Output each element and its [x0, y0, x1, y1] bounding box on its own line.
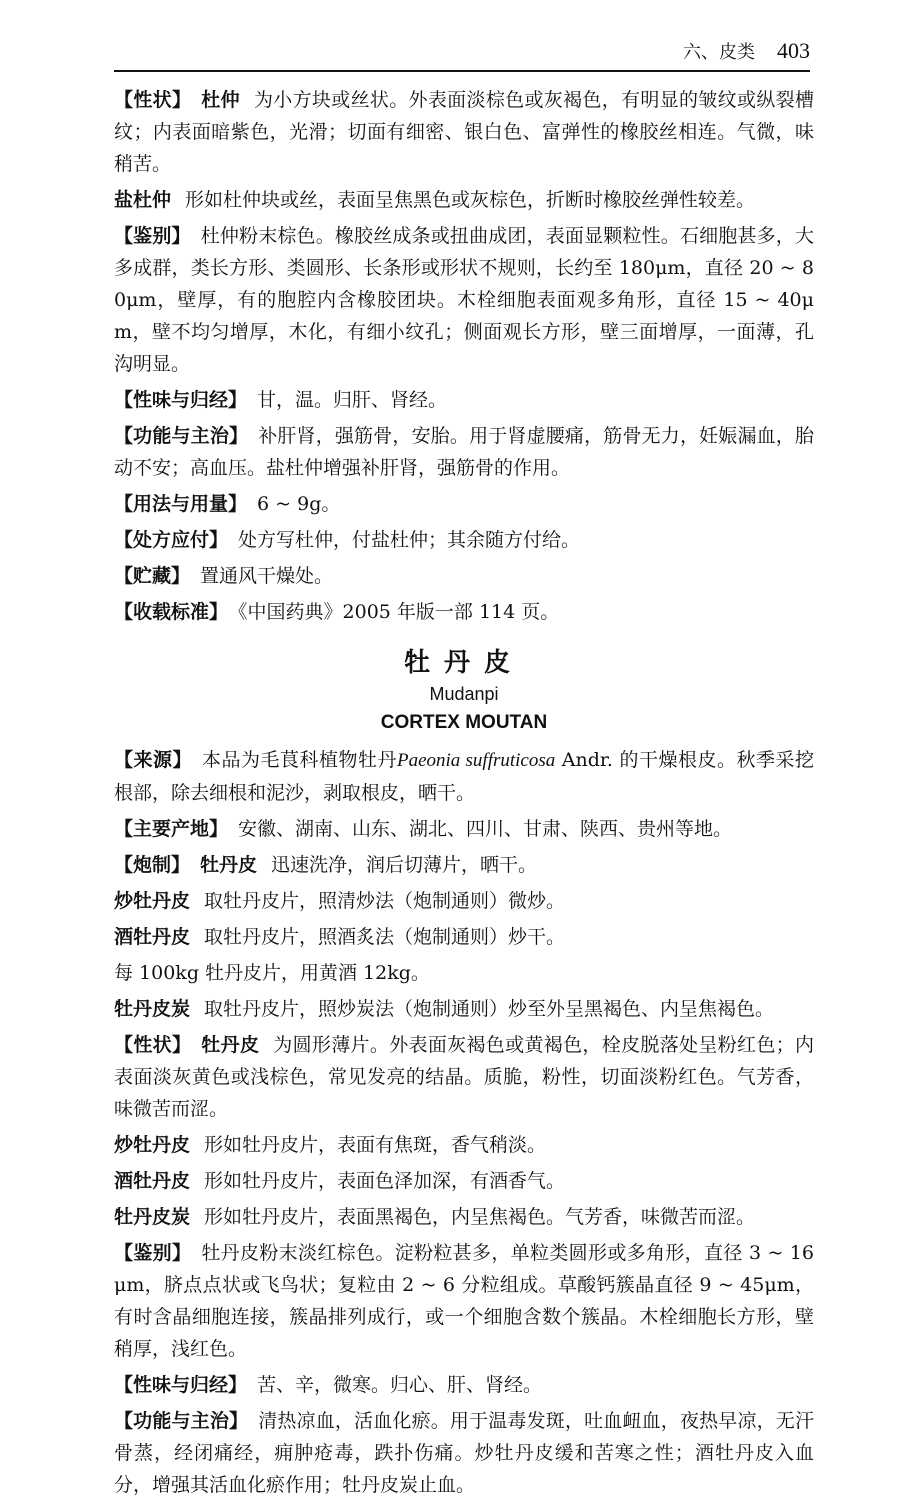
duzhong-zhucang [114, 560, 814, 592]
body-text: 形如牡丹皮片，表面有焦斑，香气稍淡。 [204, 1134, 547, 1156]
sub-label: 酒牡丹皮 [114, 926, 191, 948]
section-label: 【鉴别】 [114, 225, 191, 247]
duzhong-xingwei [114, 384, 814, 416]
section-label: 【贮藏】 [114, 565, 191, 587]
sub-label: 牡丹皮 [200, 854, 258, 876]
mudanpi-xingzhuang [114, 1029, 814, 1125]
body-text: 处方写杜仲，付盐杜仲；其余随方付给。 [238, 529, 581, 551]
body-text: 置通风干燥处。 [200, 565, 334, 587]
duzhong-jianbie [114, 220, 814, 380]
body-text: 为圆形薄片。外表面灰褐色或黄褐色，栓皮脱落处呈粉红色；内表面淡灰黄色或浅棕色，常见发亮的结晶。质脆，粉性，切面淡粉红色。气芳香，味微苦而涩。 [114, 1034, 814, 1120]
body-text: 牡丹皮粉末淡红棕色。淀粉粒甚多，单粒类圆形或多角形，直径 3 ~ 16μm，脐点点状或飞鸟状；复粒由 2 ~ 6 分粒组成。草酸钙簇晶直径 9 ~ 45μm，有时含晶细胞连接，簇晶排列成行，或一个细胞含数个簇晶。木栓细胞长方形，壁稍厚，浅红色。 [114, 1242, 814, 1360]
section-label: 【处方应付】 [114, 529, 229, 551]
page-content [114, 84, 814, 1505]
header-section: 六、皮类 [683, 42, 755, 63]
body-text: 迅速洗净，润后切薄片，晒干。 [271, 854, 538, 876]
body-text: 为小方块或丝状。外表面淡棕色或灰褐色，有明显的皱纹或纵裂槽纹；内表面暗紫色，光滑；切面有细密、银白色、富弹性的橡胶丝相连。气微，味稍苦。 [114, 89, 814, 175]
duzhong-shouzai [114, 596, 814, 628]
body-text: 本品为毛茛科植物牡丹 [202, 749, 397, 771]
mudanpi-laiyuan [114, 744, 814, 809]
mudanpi-jiu-note [114, 957, 814, 989]
page-number: 403 [777, 38, 810, 63]
body-text: 每 100kg 牡丹皮片，用黄酒 12kg。 [114, 962, 430, 984]
section-label: 【功能与主治】 [114, 425, 249, 447]
duzhong-gongneng [114, 420, 814, 484]
section-label: 【性味与归经】 [114, 389, 248, 411]
mudanpi-jiu-xz [114, 1165, 814, 1197]
title-latin: CORTEX MOUTAN [380, 712, 548, 733]
running-header [114, 38, 810, 72]
mudanpi-jiu [114, 921, 814, 953]
sub-label: 酒牡丹皮 [114, 1170, 191, 1192]
body-text: 安徽、湖南、山东、湖北、四川、甘肃、陕西、贵州等地。 [238, 818, 733, 840]
mudanpi-chao [114, 885, 814, 917]
sub-label: 盐杜仲 [114, 189, 172, 211]
mudanpi-tan [114, 993, 814, 1025]
sub-label: 牡丹皮 [201, 1034, 260, 1056]
body-text: 补肝肾，强筋骨，安胎。用于肾虚腰痛，筋骨无力，妊娠漏血，胎动不安；高血压。盐杜仲增强补肝肾，强筋骨的作用。 [114, 425, 814, 479]
mudanpi-gongneng [114, 1405, 814, 1501]
section-label: 【炮制】 [114, 854, 191, 876]
section-label: 【性状】 [114, 1034, 192, 1056]
mudanpi-tan-xz [114, 1201, 814, 1233]
title-chinese: 牡丹皮 [403, 648, 524, 678]
body-text: 苦、辛，微寒。归心、肝、肾经。 [257, 1374, 543, 1396]
body-text: 杜仲粉末棕色。橡胶丝成条或扭曲成团，表面显颗粒性。石细胞甚多，大多成群，类长方形、类圆形、长条形或形状不规则，长约至 180μm，直径 20 ~ 80μm，壁厚，有的胞腔内含橡胶团块。木栓细胞表面观多角形，直径 15 ~ 40μm，壁不均匀增厚，木化，有细小纹孔；侧面观长方形，壁三面增厚，一面薄，孔沟明显。 [114, 225, 814, 375]
body-text: 《中国药典》2005 年版一部 114 页。 [238, 601, 560, 623]
section-label: 【性味与归经】 [114, 1374, 248, 1396]
body-text: 清热凉血，活血化瘀。用于温毒发斑，吐血衄血，夜热早凉，无汗骨蒸，经闭痛经，痈肿疮毒，跌扑伤痛。炒牡丹皮缓和苦寒之性；酒牡丹皮入血分，增强其活血化瘀作用；牡丹皮炭止血。 [114, 1410, 814, 1496]
mudanpi-xingwei [114, 1369, 814, 1401]
mudanpi-jianbie [114, 1237, 814, 1365]
section-label: 【收载标准】 [114, 601, 229, 623]
duzhong-yan [114, 184, 814, 216]
title-pinyin: Mudanpi [429, 684, 499, 704]
body-text: 形如牡丹皮片，表面色泽加深，有酒香气。 [204, 1170, 566, 1192]
mudanpi-chandi [114, 813, 814, 845]
body-text: 形如杜仲块或丝，表面呈焦黑色或灰棕色，折断时橡胶丝弹性较差。 [185, 189, 756, 211]
section-label: 【功能与主治】 [114, 1410, 249, 1432]
section-label: 【主要产地】 [114, 818, 229, 840]
body-text: 形如牡丹皮片，表面黑褐色，内呈焦褐色。气芳香，味微苦而涩。 [204, 1206, 756, 1228]
sub-label: 杜仲 [201, 89, 240, 111]
duzhong-chufang [114, 524, 814, 556]
mudanpi-chao-xz [114, 1129, 814, 1161]
sub-label: 炒牡丹皮 [114, 1134, 191, 1156]
monograph-title [114, 646, 814, 738]
sub-label: 炒牡丹皮 [114, 890, 191, 912]
body-text: 甘，温。归肝、肾经。 [257, 389, 448, 411]
body-text: 取牡丹皮片，照酒炙法（炮制通则）炒干。 [204, 926, 566, 948]
section-label: 【用法与用量】 [114, 493, 248, 515]
sub-label: 牡丹皮炭 [114, 1206, 191, 1228]
latin-name: Paeonia suffruticosa [396, 750, 556, 771]
duzhong-yongfa [114, 488, 814, 520]
duzhong-xingzhuang [114, 84, 814, 180]
section-label: 【性状】 [114, 89, 192, 111]
mudanpi-paozhi [114, 849, 814, 881]
sub-label: 牡丹皮炭 [114, 998, 191, 1020]
body-text: 6 ~ 9g。 [257, 493, 341, 515]
body-text: 取牡丹皮片，照清炒法（炮制通则）微炒。 [204, 890, 566, 912]
section-label: 【鉴别】 [114, 1242, 192, 1264]
body-text: 取牡丹皮片，照炒炭法（炮制通则）炒至外呈黑褐色、内呈焦褐色。 [204, 998, 775, 1020]
body-text: Andr. 的干燥根皮。秋季采挖根部，除去细根和泥沙，剥取根皮，晒干。 [114, 749, 814, 804]
section-label: 【来源】 [114, 749, 192, 771]
